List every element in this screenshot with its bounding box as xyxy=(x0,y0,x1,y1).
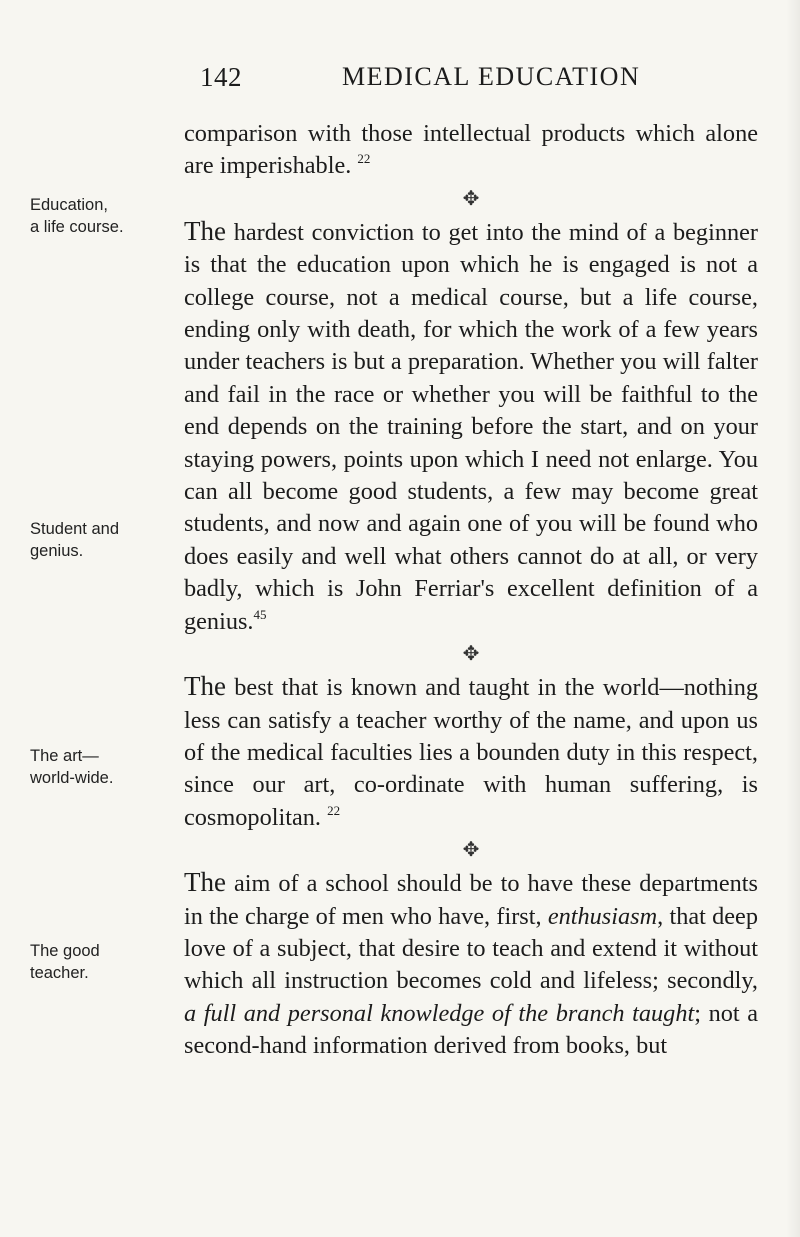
sidenote-line: The art— xyxy=(30,747,99,765)
page-number: 142 xyxy=(200,62,242,92)
section-ornament-icon: ✥ xyxy=(462,839,480,862)
reference-number: 45 xyxy=(253,606,267,622)
sidenote-line: a life course. xyxy=(30,218,124,236)
section-ornament-icon: ✥ xyxy=(462,643,480,666)
running-head: MEDICAL EDUCATION xyxy=(342,62,641,91)
sidenote-line: teacher. xyxy=(30,964,89,982)
sidenote-line: Education, xyxy=(30,196,108,214)
sidenote-good-teacher xyxy=(30,940,180,984)
page-edge-shadow xyxy=(786,0,800,1237)
sidenote-line: world-wide. xyxy=(30,769,114,787)
sidenote-line: The good xyxy=(30,942,100,960)
reference-number: 22 xyxy=(357,151,371,167)
sidenote-student-genius xyxy=(30,518,180,562)
paragraph-art: The best that is known and taught in the world—nothing less can satisfy a teacher worthy of the name, and upon us of the medical faculties lies a bounden duty in this respect, since our art, co-ordinate with human suffering, is cosmopolitan. $^{22}$ xyxy=(184,671,758,831)
sidenote-education xyxy=(30,194,180,238)
paragraph-teacher: The aim of a school should be to have these departments in the charge of men who have, first, enthusiasm, that deep love of a subject, that desire to teach and extend it without which all instruction becomes cold and lifeless; secondly, a full and personal knowledge of the branch taught; not a second-hand information derived from books, but xyxy=(184,867,758,1060)
sidenote-line: Student and xyxy=(30,520,119,538)
sidenote-art-world-wide xyxy=(30,745,180,789)
body-text xyxy=(184,118,758,1063)
paragraph-education: The hardest conviction to get into the mind of a beginner is that the education upon which he is engaged is not a college course, not a medical course, but a life course, ending only with death, for which the work of a few years under teachers is but a preparation. Whether you will falter and fail in the race or whether you will be faithful to the end depends on the training before the start, and on your staying powers, points upon which I need not enlarge. You can all become good students, a few may become great students, and now and again one of you will be found who does easily and well what others cannot do at all, or very badly, which is John Ferriar's excellent definition of a genius.$^{45}$ xyxy=(184,215,758,635)
paragraph-continuation: comparison with those intellectual products which alone are imperishable. $^{22}$ xyxy=(184,120,758,180)
sidenote-line: genius. xyxy=(30,542,84,560)
section-ornament-icon: ✥ xyxy=(462,187,480,210)
page-header xyxy=(0,62,800,102)
reference-number: 22 xyxy=(327,802,341,818)
